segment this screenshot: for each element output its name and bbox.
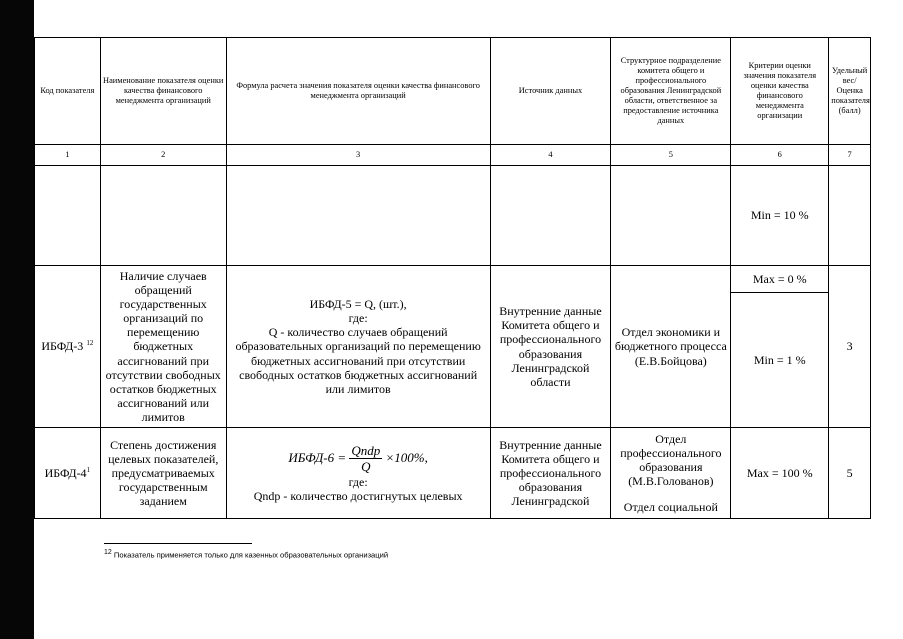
footnote-ref: 12 [86, 339, 94, 348]
header-name: Наименование показателя оценки качества финансового менеджмента организаций [100, 38, 226, 145]
criterion-max-cell: Max = 0 % [731, 266, 829, 293]
formula-main: ИБФД-5 = Q, (шт.), [309, 296, 407, 311]
column-number-row [35, 145, 871, 166]
empty-cell [226, 166, 490, 266]
indicator-code-cell [35, 266, 101, 428]
indicator-formula [226, 266, 490, 428]
header-weight: Удельный вес/Оценка показателя (балл) [829, 38, 871, 145]
responsible-department: Отдел экономики и бюджетного процесса (Е.В.Бойцова) [611, 266, 731, 428]
indicator-code-cell [35, 428, 101, 519]
footnote [104, 549, 388, 560]
formula-lhs: ИБФД-6 = [288, 449, 347, 465]
formula-where: где: [348, 311, 368, 326]
formula-description: Qndp - количество достигнутых целевых [253, 488, 463, 503]
header-source: Источник данных [490, 38, 611, 145]
department-line: Отдел социальной [623, 500, 718, 515]
scan-border [0, 0, 34, 639]
footnote-ref: 1 [86, 465, 91, 474]
empty-cell [490, 166, 611, 266]
data-source: Внутренние данные Комитета общего и профессионального образования Ленинградской области [490, 266, 611, 428]
table-row-ibfd6 [35, 428, 871, 519]
column-number: 5 [611, 145, 731, 166]
column-number: 6 [731, 145, 829, 166]
header-code: Код показателя [35, 38, 101, 145]
formula-where: где: [348, 474, 368, 489]
formula-denominator: Q [361, 459, 371, 475]
indicators-table [34, 37, 871, 519]
column-number: 4 [490, 145, 611, 166]
formula-numerator: Qndp [351, 443, 381, 459]
weight-cell: 5 [829, 428, 871, 519]
formula-equation [229, 443, 488, 475]
footnote-text: Показатель применяется только для казенных образовательных организаций [113, 550, 389, 560]
footnote-marker: 12 [104, 549, 112, 556]
formula-fraction [349, 443, 382, 475]
empty-cell [829, 166, 871, 266]
header-department: Структурное подразделение комитета общего и профессионального образования Ленинградской области, ответственное за предоставление источника данных [611, 38, 731, 145]
column-number: 1 [35, 145, 101, 166]
indicator-code: ИБФД-3 [41, 339, 84, 354]
header-criteria: Критерии оценки значения показателя оценки качества финансового менеджмента организации [731, 38, 829, 145]
table-row-continuation [35, 166, 871, 266]
column-number: 2 [100, 145, 226, 166]
indicator-name: Степень достижения целевых показателей, предусматриваемых государственным заданием [100, 428, 226, 519]
empty-cell [611, 166, 731, 266]
empty-cell [100, 166, 226, 266]
criterion-min-cell: Min = 1 % [731, 293, 829, 428]
indicator-name: Наличие случаев обращений государственных организаций по перемещению бюджетных ассигнований при отсутствии свободных остатков бюджетных ассигнований или лимитов [100, 266, 226, 428]
footnote-divider [104, 543, 252, 544]
empty-cell [35, 166, 101, 266]
data-source: Внутренние данные Комитета общего и профессионального образования Ленинградской [490, 428, 611, 519]
responsible-department [611, 428, 731, 519]
criterion-min-cell: Min = 10 % [731, 166, 829, 266]
indicator-code: ИБФД-4 [44, 465, 87, 480]
criterion-max-cell: Max = 100 % [731, 428, 829, 519]
department-line: Отдел профессионального образования (М.В.Голованов) [620, 431, 722, 489]
header-formula: Формула расчета значения показателя оценки качества финансового менеджмента организаций [226, 38, 490, 145]
column-number: 3 [226, 145, 490, 166]
table-row-ibfd5 [35, 266, 871, 293]
formula-description: Q - количество случаев обращений образовательных организаций по перемещению бюджетных ассигнований при отсутствии свободных остатков бюджетных ассигнований или лимитов [235, 325, 481, 396]
formula-rhs: ×100%, [385, 449, 428, 465]
column-number: 7 [829, 145, 871, 166]
indicator-formula [226, 428, 490, 519]
weight-cell: 3 [829, 266, 871, 428]
header-row [35, 38, 871, 145]
